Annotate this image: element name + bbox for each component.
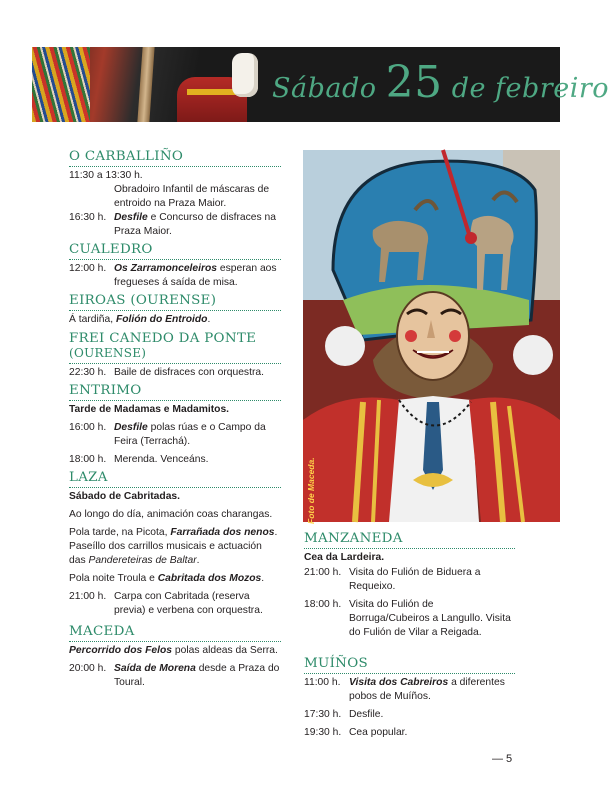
event-text: Ao longo do día, animación coas charangas. xyxy=(69,509,273,520)
event-text: Saída de Morena desde a Praza do Toural. xyxy=(114,663,280,688)
section-title: ENTRIMO xyxy=(69,383,281,401)
event-text: Desfile e Concurso de disfraces na Praza Maior. xyxy=(114,212,276,237)
wooden-pole xyxy=(137,47,154,122)
event-row xyxy=(69,169,281,183)
section-frei-canedo xyxy=(69,331,281,380)
section-title: MUÍÑOS xyxy=(304,656,515,674)
event-time: 18:00 h. xyxy=(69,454,107,465)
section-title: FREI CANEDO DA PONTE (OURENSE) xyxy=(69,331,281,364)
event-row xyxy=(304,598,515,640)
event-lead: Tarde de Madamas e Madamitos. xyxy=(69,404,230,415)
event-row xyxy=(69,366,281,380)
costume-fringe xyxy=(32,47,90,122)
event-text: Visita do Fulión de Borruga/Cubeiros a Langullo. Visita do Fulión de Vilar a Reigada. xyxy=(349,599,511,638)
right-column xyxy=(304,531,515,743)
event-text: Desfile polas rúas e o Campo da Feira (Terrachá). xyxy=(114,422,266,447)
event-highlight: Pandereteiras de Baltar xyxy=(88,555,197,566)
section-manzaneda xyxy=(304,531,515,640)
event-time: 18:00 h. xyxy=(304,599,342,610)
section-laza xyxy=(69,470,281,618)
event-time: 12:00 h. xyxy=(69,263,107,274)
event-lead: Cea da Lardeira. xyxy=(304,552,385,563)
event-highlight: Folión do Entroido xyxy=(115,314,208,325)
event-time: 20:00 h. xyxy=(69,663,107,674)
carnival-mask-photo xyxy=(303,150,560,522)
event-highlight: Cabritada dos Mozos xyxy=(157,573,262,584)
event-row xyxy=(304,676,515,704)
title-month: de febreiro xyxy=(451,73,609,104)
event-time: 22:30 h. xyxy=(69,367,107,378)
page-number: — 5 xyxy=(492,753,513,765)
title-day: 25 xyxy=(385,57,443,108)
section-title: LAZA xyxy=(69,470,281,488)
event-row xyxy=(69,262,281,290)
event-text: Cea popular. xyxy=(349,727,408,738)
event-text: Desfile. xyxy=(349,709,384,720)
section-cualedro xyxy=(69,242,281,290)
event-highlight: Visita dos Cabreiros xyxy=(349,677,449,688)
event-time: 17:30 h. xyxy=(304,709,342,720)
event-text: Baile de disfraces con orquestra. xyxy=(114,367,264,378)
event-text: Visita do Fulión de Biduera a Requeixo. xyxy=(349,567,481,592)
event-text: Pola tarde, na Picota, Farrañada dos nenos. Paseíllo dos carrillos musicais e actuación das Pandereteiras de Baltar. xyxy=(69,527,278,566)
event-row xyxy=(304,726,515,740)
event-row xyxy=(69,183,281,211)
event-time: 21:00 h. xyxy=(304,567,342,578)
banner-photo xyxy=(32,47,262,122)
event-highlight: Desfile xyxy=(114,212,148,223)
event-text: Percorrido dos Felos polas aldeas da Serra. xyxy=(69,645,278,656)
page-title xyxy=(272,55,609,117)
event-row xyxy=(69,211,281,239)
event-row xyxy=(69,590,281,618)
event-time: 21:00 h. xyxy=(69,591,107,602)
event-time: 19:30 h. xyxy=(304,727,342,738)
event-text: Merenda. Venceáns. xyxy=(114,454,209,465)
header-banner xyxy=(32,47,609,122)
event-highlight: Farrañada dos nenos xyxy=(170,527,275,538)
event-text: Os Zarramonceleiros esperan aos fregueses á saída de misa. xyxy=(114,263,277,288)
event-lead: Sábado de Cabritadas. xyxy=(69,491,181,502)
section-maceda xyxy=(69,624,281,690)
event-row xyxy=(304,566,515,594)
event-time: 11:30 a 13:30 h. xyxy=(69,170,143,181)
event-row xyxy=(69,421,281,449)
event-highlight: Percorrido dos Felos xyxy=(69,645,172,656)
section-entrimo xyxy=(69,383,281,467)
section-title: MANZANEDA xyxy=(304,531,515,549)
photo-credit: Foto de Maceda. xyxy=(306,457,316,524)
section-title: CUALEDRO xyxy=(69,242,281,260)
event-text: Visita dos Cabreiros a diferentes pobos de Muíños. xyxy=(349,677,505,702)
event-highlight: Desfile xyxy=(114,422,148,433)
event-row xyxy=(304,708,515,722)
event-text: Obradoiro Infantil de máscaras de entroido na Praza Maior. xyxy=(114,184,270,209)
section-muinos xyxy=(304,656,515,740)
event-text: Pola noite Troula e Cabritada dos Mozos. xyxy=(69,573,265,584)
section-eiroas xyxy=(69,293,281,327)
section-title: O CARBALLIÑO xyxy=(69,149,281,167)
event-text: Á tardiña, Folión do Entroido. xyxy=(69,314,211,325)
left-column xyxy=(69,149,281,693)
event-text: Carpa con Cabritada (reserva previa) e verbena con orquestra. xyxy=(114,591,263,616)
event-time: 16:30 h. xyxy=(69,212,107,223)
section-title: EIROAS (OURENSE) xyxy=(69,293,281,311)
event-time: 11:00 h. xyxy=(304,677,341,688)
event-row xyxy=(69,453,281,467)
event-highlight: Saída de Morena xyxy=(114,663,196,674)
event-highlight: Os Zarramonceleiros xyxy=(114,263,218,274)
title-weekday: Sábado xyxy=(272,73,377,104)
photo-illustration xyxy=(303,150,560,522)
section-carballino xyxy=(69,149,281,239)
section-title: MACEDA xyxy=(69,624,281,642)
event-time: 16:00 h. xyxy=(69,422,107,433)
white-glove xyxy=(232,53,258,97)
event-row xyxy=(69,662,281,690)
